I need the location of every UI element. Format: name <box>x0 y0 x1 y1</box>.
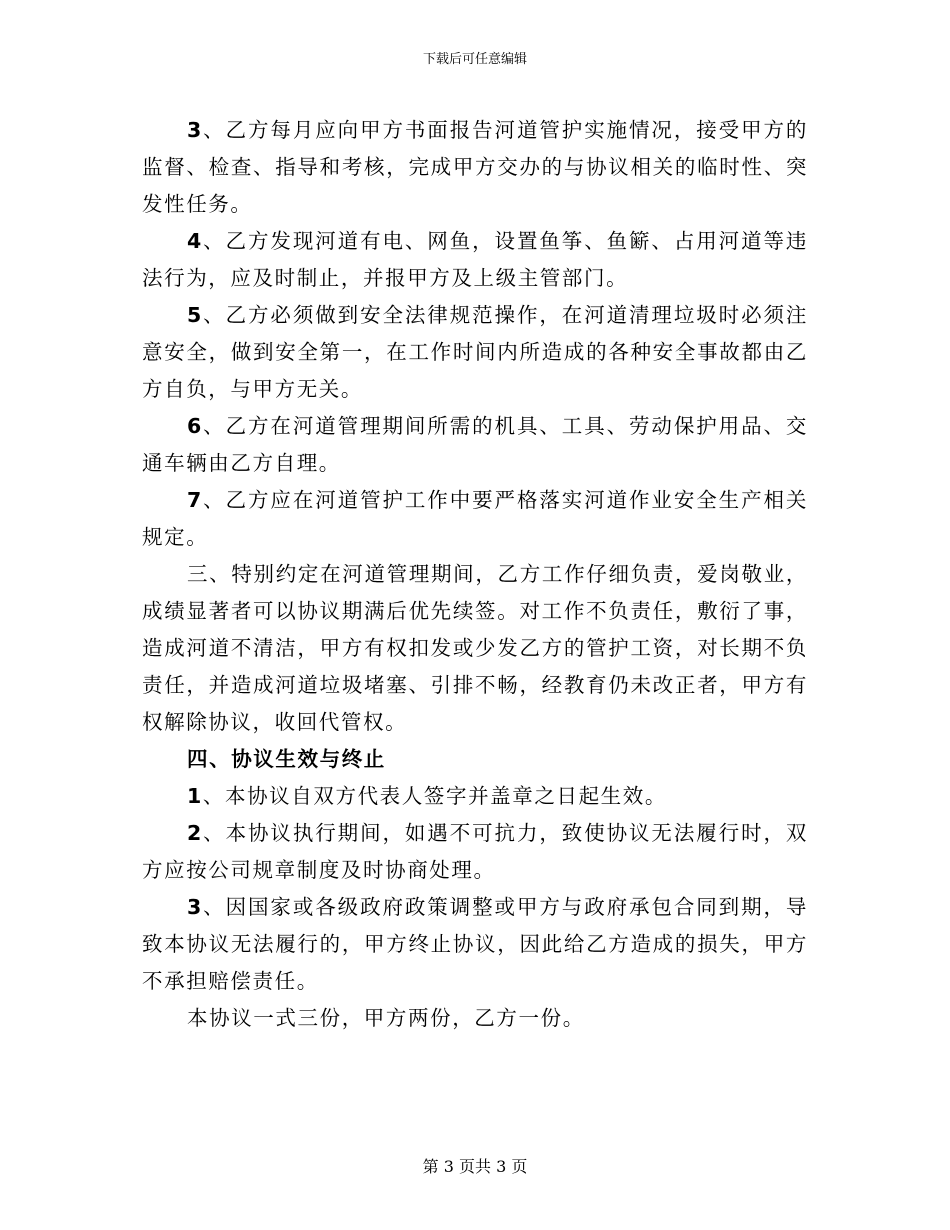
clause-number: 1 <box>187 784 203 808</box>
clause-number: 3 <box>187 895 203 919</box>
clause-text: 、乙方发现河道有电、网鱼，设置鱼筝、鱼簖、占用河道等违法行为，应及时制止，并报甲方及上级主管部门。 <box>142 229 808 290</box>
clause-2 <box>142 815 808 889</box>
section-special-agreement <box>142 556 808 741</box>
clause-3b <box>142 889 808 1000</box>
closing-statement <box>142 1000 808 1037</box>
clause-text: 、本协议自双方代表人签字并盖章之日起生效。 <box>202 784 667 808</box>
clause-5 <box>142 297 808 408</box>
section-text: 三、特别约定在河道管理期间，乙方工作仔细负责，爱岗敬业，成绩显著者可以协议期满后优先续签。对工作不负责任，敷衍了事，造成河道不清洁，甲方有权扣发或少发乙方的管护工资，对长期不负责任，并造成河道垃圾堵塞、引排不畅，经教育仍未改正者，甲方有权解除协议，收回代管权。 <box>142 562 808 734</box>
clause-number: 5 <box>187 303 203 327</box>
section-heading <box>142 741 808 778</box>
clause-4 <box>142 223 808 297</box>
document-body <box>142 112 808 1037</box>
clause-number: 7 <box>187 488 203 512</box>
clause-3 <box>142 112 808 223</box>
clause-number: 3 <box>187 118 203 142</box>
page-header: 下载后可任意编辑 <box>422 52 527 67</box>
clause-text: 、因国家或各级政府政策调整或甲方与政府承包合同到期，导致本协议无法履行的，甲方终止协议，因此给乙方造成的损失，甲方不承担赔偿责任。 <box>142 895 808 993</box>
clause-number: 6 <box>187 414 203 438</box>
section-heading-text: 四、协议生效与终止 <box>187 747 386 771</box>
clause-text: 、乙方每月应向甲方书面报告河道管护实施情况，接受甲方的监督、检查、指导和考核，完成甲方交办的与协议相关的临时性、突发性任务。 <box>142 118 808 216</box>
closing-text: 本协议一式三份，甲方两份，乙方一份。 <box>187 1006 585 1030</box>
clause-number: 2 <box>187 821 203 845</box>
clause-6 <box>142 408 808 482</box>
page-footer: 第 3 页共 3 页 <box>422 1157 528 1176</box>
clause-text: 、本协议执行期间，如遇不可抗力，致使协议无法履行时，双方应按公司规章制度及时协商处理。 <box>142 821 808 882</box>
clause-number: 4 <box>187 229 203 253</box>
clause-7 <box>142 482 808 556</box>
clause-text: 、乙方应在河道管护工作中要严格落实河道作业安全生产相关规定。 <box>142 488 808 549</box>
clause-1 <box>142 778 808 815</box>
clause-text: 、乙方必须做到安全法律规范操作，在河道清理垃圾时必须注意安全，做到安全第一，在工作时间内所造成的各种安全事故都由乙方自负，与甲方无关。 <box>142 303 808 401</box>
clause-text: 、乙方在河道管理期间所需的机具、工具、劳动保护用品、交通车辆由乙方自理。 <box>142 414 808 475</box>
